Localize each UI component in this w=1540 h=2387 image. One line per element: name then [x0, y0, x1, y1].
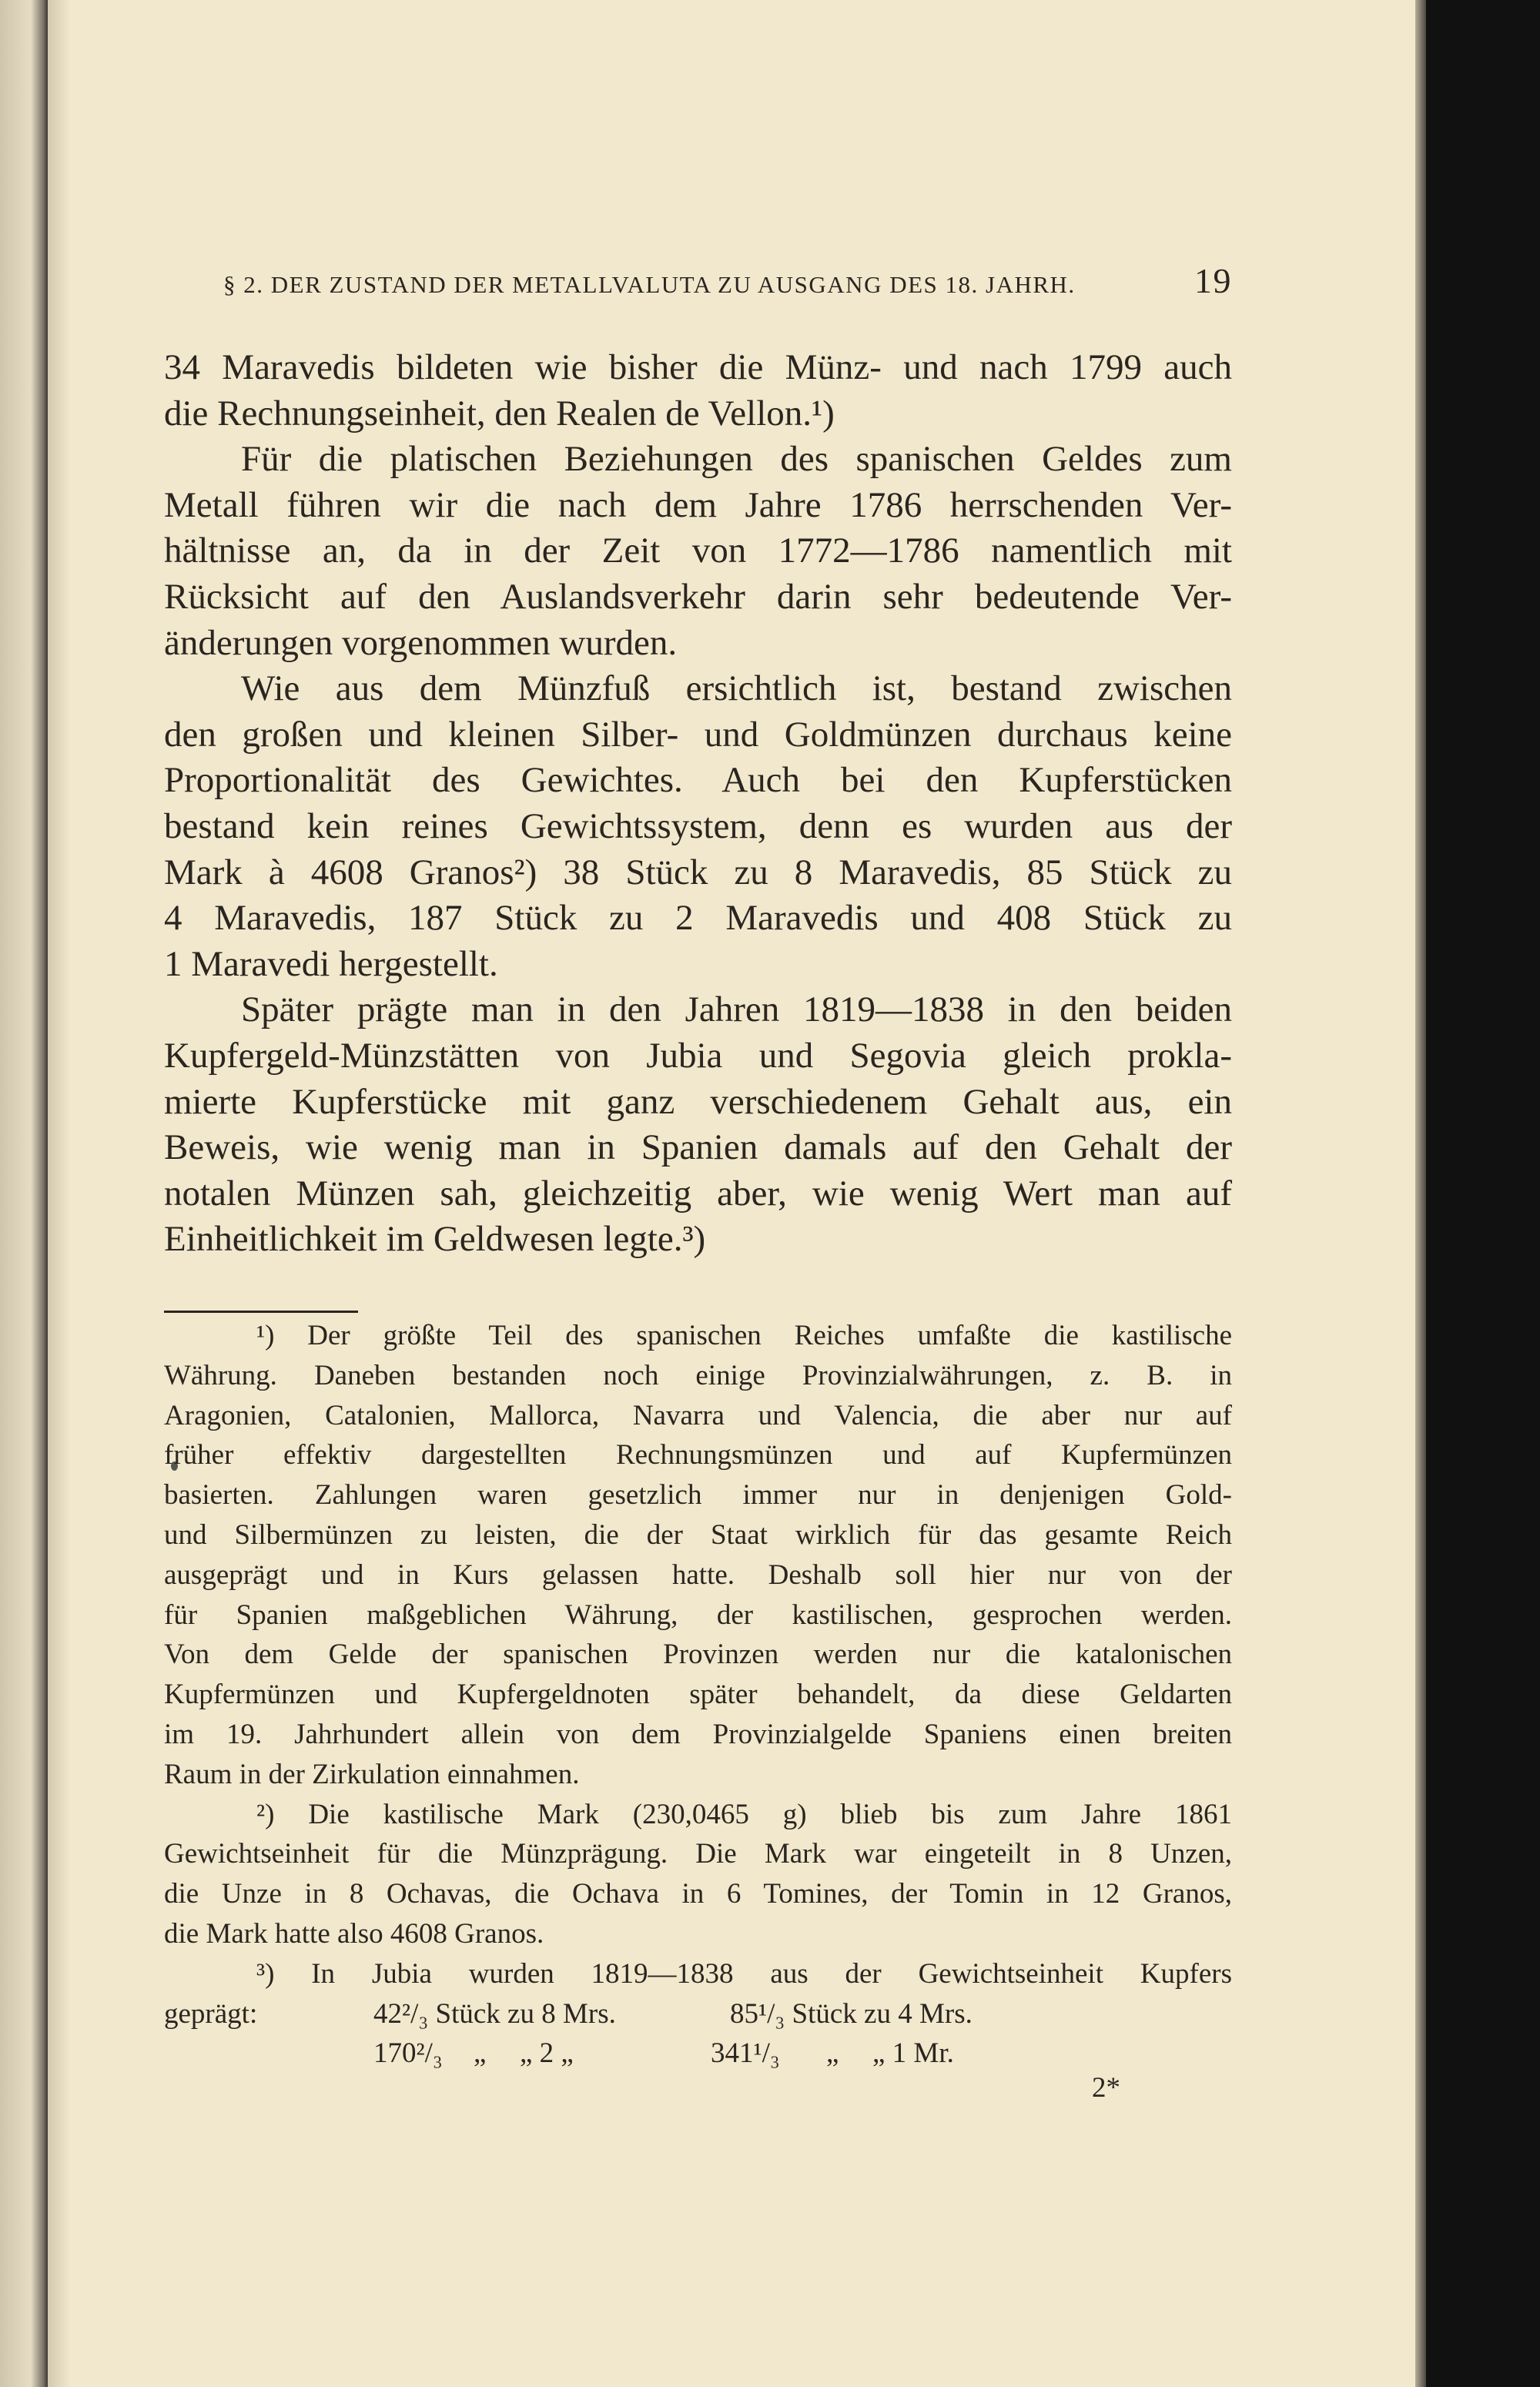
text-line: mierte Kupferstücke mit ganz verschiedenem Gehalt aus, ein	[164, 1081, 1232, 1122]
footnote-line: die Mark hatte also 4608 Granos.	[164, 1917, 544, 1950]
footnote-line: Gewichtseinheit für die Münzprägung. Die Mark war eingeteilt in 8 Unzen,	[164, 1838, 1232, 1870]
page-number: 19	[1194, 261, 1232, 300]
table-cell: „ 1 Mr.	[872, 2037, 954, 2070]
text-line: Kupfergeld-Münzstätten von Jubia und Segovia gleich prokla-	[164, 1035, 1232, 1076]
footnotes	[164, 1316, 1232, 2074]
footnote-line: Von dem Gelde der spanischen Provinzen werden nur die katalonischen	[164, 1639, 1232, 1671]
table-cell: 341¹/₃	[711, 2037, 780, 2070]
adjacent-page-edge	[0, 0, 48, 2387]
text-line: 4 Maravedis, 187 Stück zu 2 Maravedis und 408 Stück zu	[164, 898, 1232, 939]
text-line: 34 Maravedis bildeten wie bisher die Münz- und nach 1799 auch	[164, 347, 1232, 387]
footnote-line: im 19. Jahrhundert allein von dem Provinzialgelde Spaniens einen breiten	[164, 1718, 1232, 1750]
footnote-line: Aragonien, Catalonien, Mallorca, Navarra und Valencia, die aber nur auf	[164, 1399, 1232, 1431]
footnote-line: die Unze in 8 Ochavas, die Ochava in 6 Tomines, der Tomin in 12 Granos,	[164, 1878, 1232, 1910]
footnote-line: ²) Die kastilische Mark (230,0465 g) blieb bis zum Jahre 1861	[256, 1798, 1232, 1830]
text-line: hältnisse an, da in der Zeit von 1772—1786 namentlich mit	[164, 531, 1232, 571]
text-line: 1 Maravedi hergestellt.	[164, 943, 498, 984]
footnote-table-row	[164, 1994, 1232, 2034]
footnote-line: und Silbermünzen zu leisten, die der Staat wirklich für das gesamte Reich	[164, 1518, 1232, 1551]
text-line: den großen und kleinen Silber- und Goldmünzen durchaus keine	[164, 714, 1232, 755]
signature-mark: 2*	[1092, 2072, 1120, 2104]
footnote-line: Währung. Daneben bestanden noch einige Provinzialwährungen, z. B. in	[164, 1359, 1232, 1391]
table-cell: „	[826, 2037, 839, 2070]
footnote-lines	[164, 1316, 1232, 1994]
table-cell: „ 2 „	[520, 2037, 574, 2070]
footnote-line: Kupfermünzen und Kupfergeldnoten später behandelt, da diese Geldarten	[164, 1679, 1232, 1711]
footnote-line: früher effektiv dargestellten Rechnungsmünzen und auf Kupfermünzen	[164, 1439, 1232, 1471]
text-line: Proportionalität des Gewichtes. Auch bei den Kupferstücken	[164, 760, 1232, 801]
text-line: Beweis, wie wenig man in Spanien damals auf den Gehalt der	[164, 1127, 1232, 1168]
footnote-line: für Spanien maßgeblichen Währung, der kastilischen, gesprochen werden.	[164, 1599, 1232, 1631]
text-line: Rücksicht auf den Auslandsverkehr darin sehr bedeutende Ver-	[164, 576, 1232, 617]
text-line: Wie aus dem Münzfuß ersichtlich ist, bestand zwischen	[241, 668, 1232, 709]
footnote-separator	[164, 1311, 358, 1313]
text-line: Für die platischen Beziehungen des spanischen Geldes zum	[241, 439, 1232, 480]
footnote-line: basierten. Zahlungen waren gesetzlich immer nur in denjenigen Gold-	[164, 1479, 1232, 1512]
text-line: bestand kein reines Gewichtssystem, denn es wurden aus der	[164, 805, 1232, 846]
table-cell: 85¹/₃ Stück zu 4 Mrs.	[730, 1997, 973, 2030]
text-line: Später prägte man in den Jahren 1819—1838 in den beiden	[241, 989, 1232, 1030]
running-header	[223, 260, 1232, 306]
running-title: § 2. DER ZUSTAND DER METALLVALUTA ZU AUSGANG DES 18. JAHRH.	[223, 271, 1076, 298]
scan-background	[1415, 0, 1540, 2387]
binding-shadow	[48, 0, 71, 2387]
footnote-line: ausgeprägt und in Kurs gelassen hatte. Deshalb soll hier nur von der	[164, 1558, 1232, 1591]
text-line: änderungen vorgenommen wurden.	[164, 622, 678, 663]
text-line: Metall führen wir die nach dem Jahre 1786 herrschenden Ver-	[164, 484, 1232, 525]
table-cell: „	[474, 2037, 487, 2070]
text-line: notalen Münzen sah, gleichzeitig aber, wie wenig Wert man auf	[164, 1173, 1232, 1214]
text-line: die Rechnungseinheit, den Realen de Vellon.¹)	[164, 393, 835, 434]
table-label: geprägt:	[164, 1997, 258, 2030]
body-text	[164, 345, 1232, 1263]
page-edge	[1415, 0, 1426, 2387]
table-cell: 42²/₃ Stück zu 8 Mrs.	[373, 1997, 616, 2030]
text-line: Einheitlichkeit im Geldwesen legte.³)	[164, 1219, 706, 1260]
text-line: Mark à 4608 Granos²) 38 Stück zu 8 Maravedis, 85 Stück zu	[164, 852, 1232, 892]
footnote-line: ³) In Jubia wurden 1819—1838 aus der Gewichtseinheit Kupfers	[256, 1957, 1232, 1990]
footnote-table-row	[164, 2034, 1232, 2074]
footnote-line: ¹) Der größte Teil des spanischen Reiches umfaßte die kastilische	[256, 1320, 1232, 1351]
footnote-line: Raum in der Zirkulation einnahmen.	[164, 1758, 580, 1790]
table-cell: 170²/₃	[373, 2037, 443, 2070]
